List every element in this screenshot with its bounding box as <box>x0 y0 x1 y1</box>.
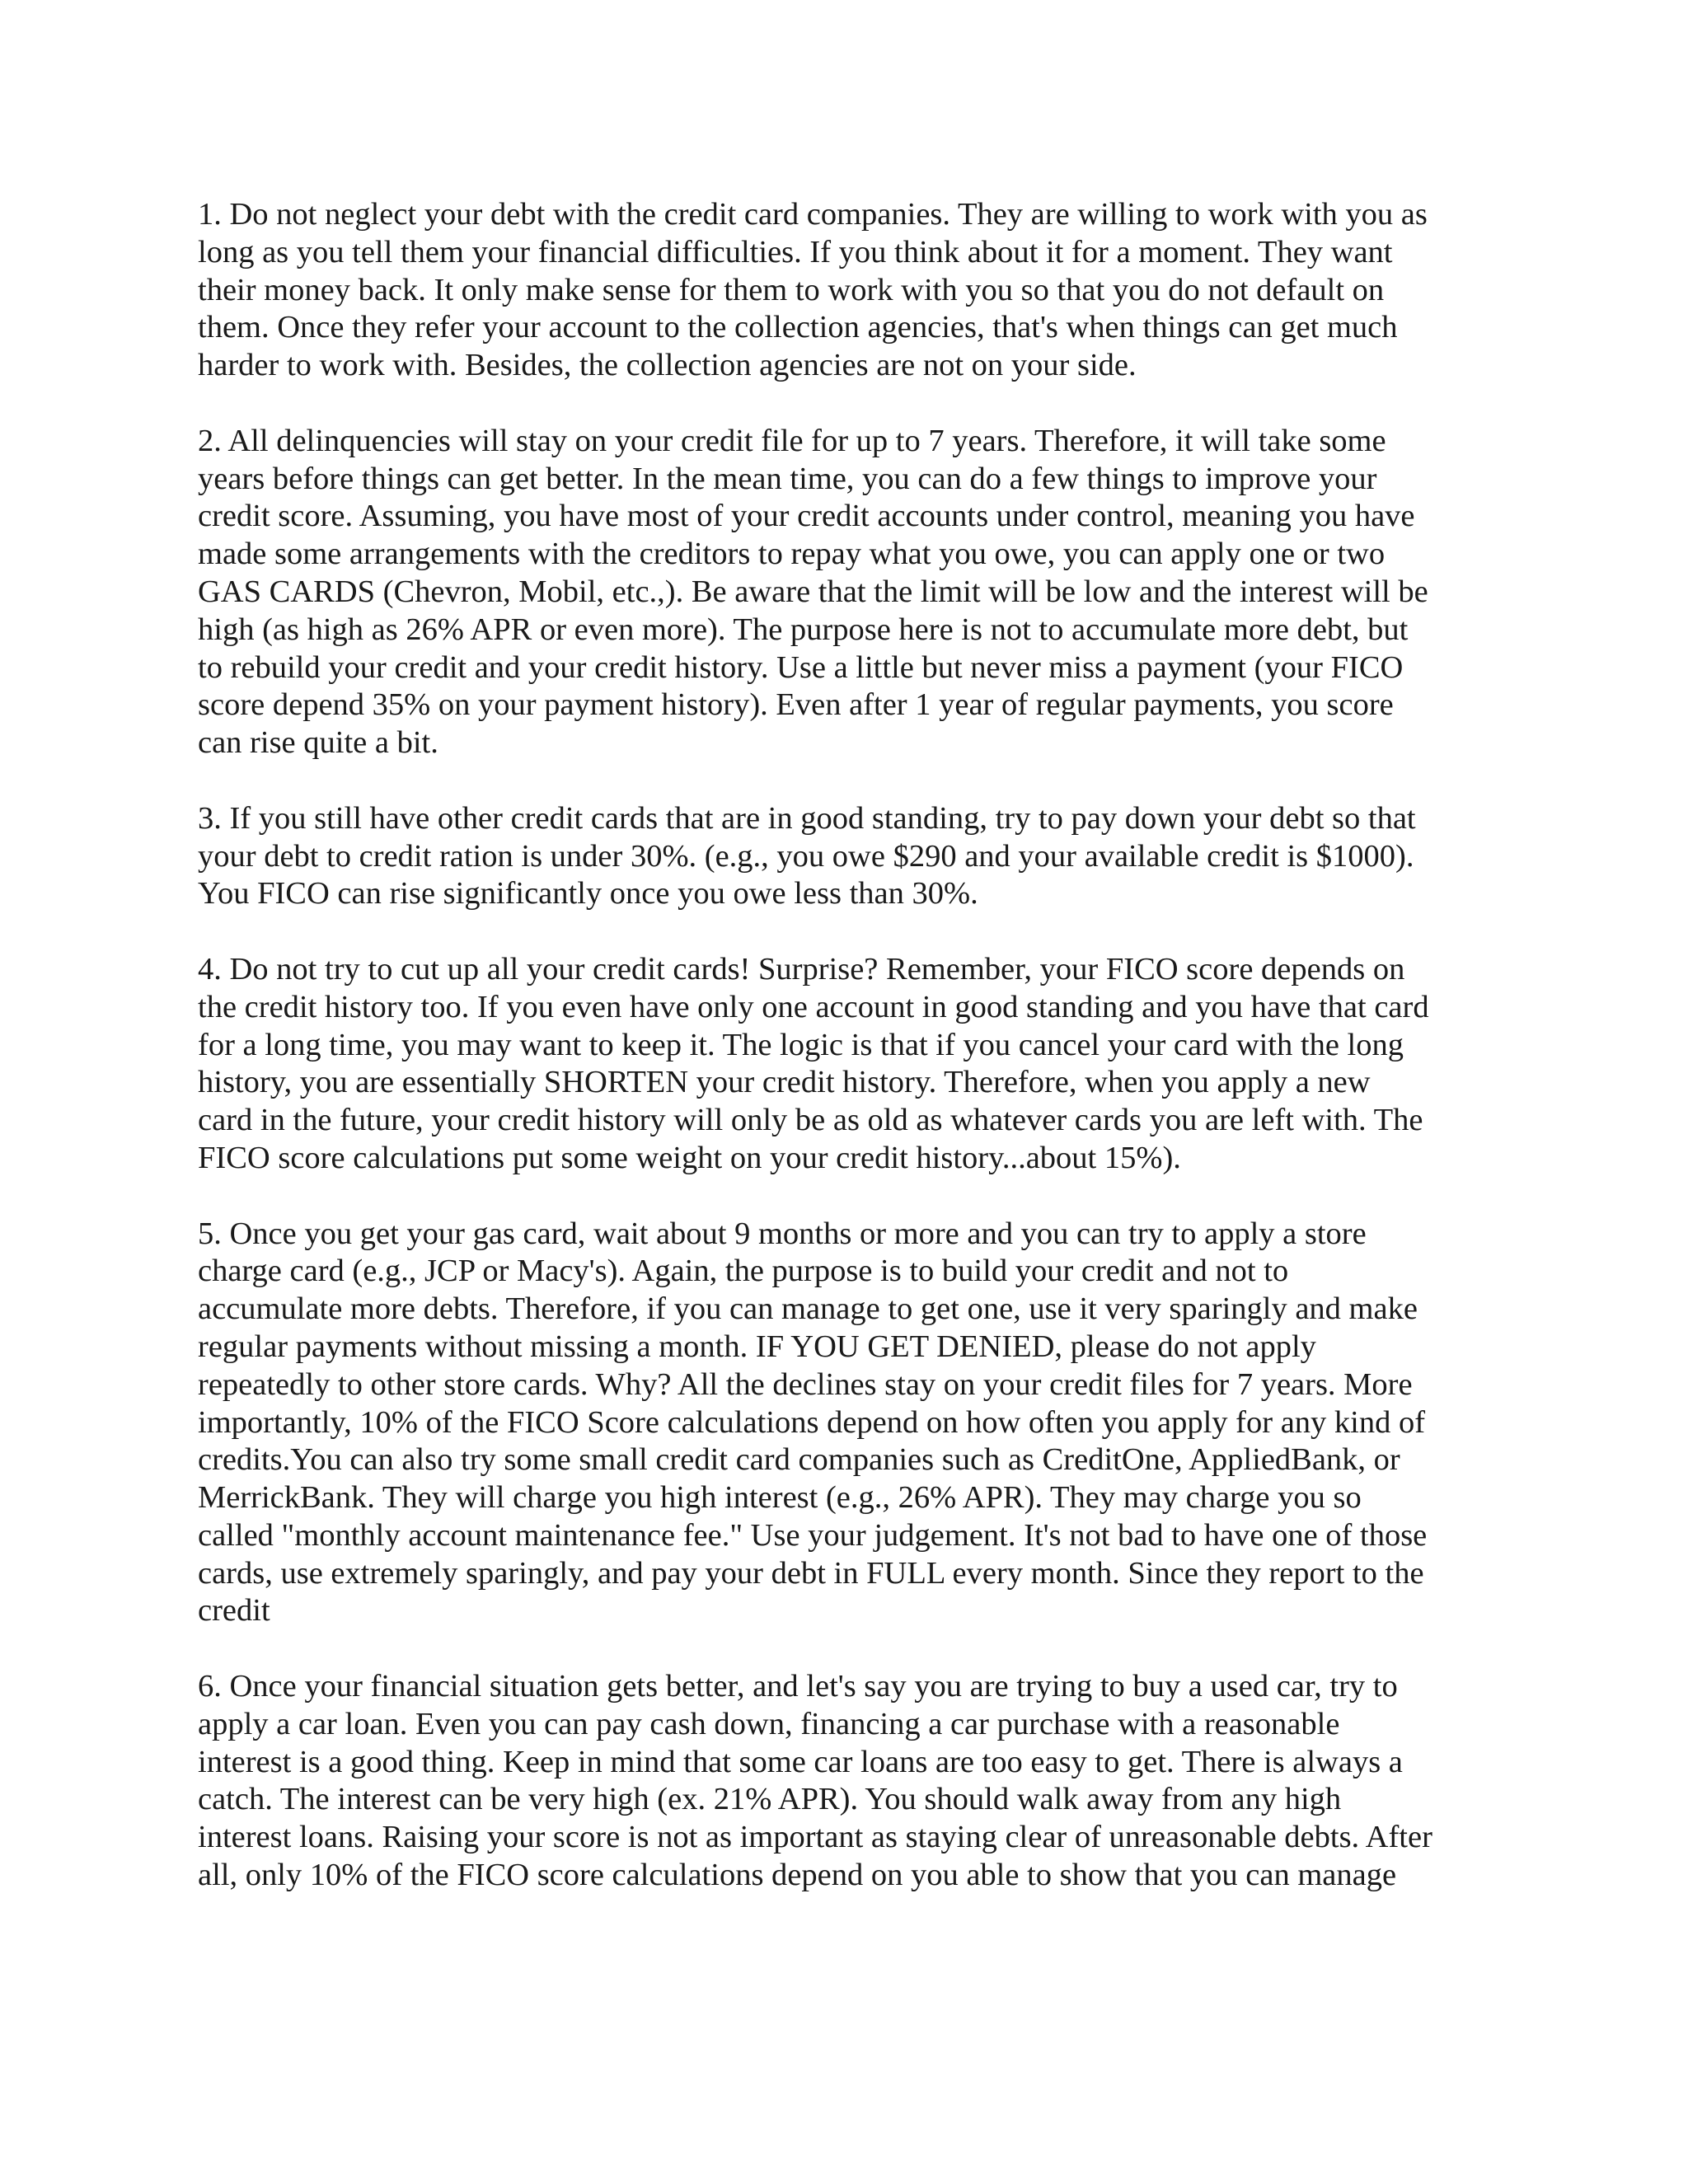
text-line: importantly, 10% of the FICO Score calculations depend on how often you apply for any kind of <box>198 1404 1426 1440</box>
text-line: 2. All delinquencies will stay on your credit file for up to 7 years. Therefore, it will take some <box>198 423 1386 458</box>
text-line: can rise quite a bit. <box>198 725 438 761</box>
text-line: You FICO can rise significantly once you owe less than 30%. <box>198 876 978 912</box>
text-line: GAS CARDS (Chevron, Mobil, etc.,). Be aware that the limit will be low and the interest will be <box>198 574 1428 609</box>
text-line: harder to work with. Besides, the collection agencies are not on your side. <box>198 348 1137 383</box>
text-line: accumulate more debts. Therefore, if you can manage to get one, use it very sparingly and make <box>198 1291 1418 1327</box>
text-line: 3. If you still have other credit cards that are in good standing, try to pay down your debt so that <box>198 800 1416 836</box>
text-line: card in the future, your credit history will only be as old as whatever cards you are left with. The <box>198 1103 1423 1138</box>
text-line: called "monthly account maintenance fee." Use your judgement. It's not bad to have one of those <box>198 1517 1428 1553</box>
text-line: made some arrangements with the creditors to repay what you owe, you can apply one or two <box>198 537 1386 572</box>
text-line: history, you are essentially SHORTEN your credit history. Therefore, when you apply a new <box>198 1065 1371 1100</box>
text-line: all, only 10% of the FICO score calculations depend on you able to show that you can manage <box>198 1858 1397 1893</box>
text-line: charge card (e.g., JCP or Macy's). Again, the purpose is to build your credit and not to <box>198 1254 1289 1289</box>
text-line: catch. The interest can be very high (ex. 21% APR). You should walk away from any high <box>198 1782 1342 1817</box>
paragraph-2 <box>198 423 1492 762</box>
paragraph-3 <box>198 800 1492 913</box>
paragraph-4 <box>198 951 1492 1178</box>
text-line: cards, use extremely sparingly, and pay your debt in FULL every month. Since they report to the <box>198 1555 1424 1591</box>
paragraph-5 <box>198 1216 1492 1631</box>
text-line: regular payments without missing a month. IF YOU GET DENIED, please do not apply <box>198 1329 1316 1364</box>
text-line: score depend 35% on your payment history). Even after 1 year of regular payments, you score <box>198 687 1394 723</box>
text-line: interest is a good thing. Keep in mind that some car loans are too easy to get. There is always a <box>198 1744 1403 1779</box>
text-line: credit <box>198 1593 270 1629</box>
text-line: them. Once they refer your account to the collection agencies, that's when things can get much <box>198 310 1398 345</box>
text-line: to rebuild your credit and your credit history. Use a little but never miss a payment (your FICO <box>198 649 1404 685</box>
text-line: years before things can get better. In the mean time, you can do a few things to improve your <box>198 461 1377 496</box>
text-line: 5. Once you get your gas card, wait about 9 months or more and you can try to apply a store <box>198 1216 1367 1251</box>
text-line: the credit history too. If you even have only one account in good standing and you have that card <box>198 989 1429 1024</box>
text-line: credit score. Assuming, you have most of your credit accounts under control, meaning you have <box>198 499 1415 534</box>
text-line: interest loans. Raising your score is not as important as staying clear of unreasonable debts. After <box>198 1820 1432 1855</box>
text-line: repeatedly to other store cards. Why? All the declines stay on your credit files for 7 years. More <box>198 1366 1413 1402</box>
text-line: 6. Once your financial situation gets better, and let's say you are trying to buy a used car, try to <box>198 1669 1398 1704</box>
text-line: 4. Do not try to cut up all your credit cards! Surprise? Remember, your FICO score depends on <box>198 951 1405 987</box>
paragraph-6 <box>198 1668 1492 1895</box>
text-line: 1. Do not neglect your debt with the credit card companies. They are willing to work with you as <box>198 197 1428 232</box>
text-line: long as you tell them your financial difficulties. If you think about it for a moment. They want <box>198 234 1393 269</box>
text-line: credits.You can also try some small credit card companies such as CreditOne, AppliedBank, or <box>198 1442 1400 1478</box>
paragraph-1 <box>198 196 1492 385</box>
text-line: their money back. It only make sense for them to work with you so that you do not default on <box>198 272 1385 307</box>
document-body <box>198 196 1492 1933</box>
text-line: apply a car loan. Even you can pay cash down, financing a car purchase with a reasonable <box>198 1706 1340 1741</box>
text-line: MerrickBank. They will charge you high interest (e.g., 26% APR). They may charge you so <box>198 1480 1362 1516</box>
text-line: for a long time, you may want to keep it. The logic is that if you cancel your card with the long <box>198 1027 1404 1062</box>
text-line: FICO score calculations put some weight on your credit history...about 15%). <box>198 1140 1181 1175</box>
text-line: your debt to credit ration is under 30%. (e.g., you owe $290 and your available credit is $1000). <box>198 838 1414 874</box>
text-line: high (as high as 26% APR or even more). The purpose here is not to accumulate more debt, but <box>198 612 1409 647</box>
